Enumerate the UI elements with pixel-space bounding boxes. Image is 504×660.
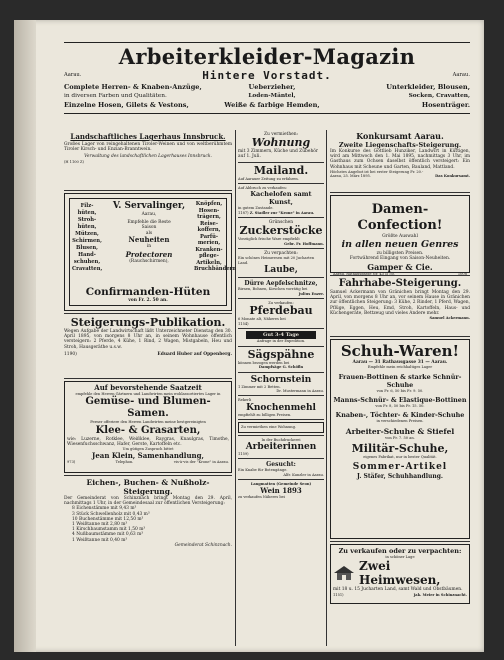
ad-wein: Langmatten (Gemeinde Seon) Wein 1893 zu verkaufen Näheres bei bbox=[238, 482, 312, 499]
ad-steigerung-body: Wegen Aufgabe der Landwirtschaft läßt Unterzeichneter Dienstag den 30. April 1895, von morgens 8 Uhr an, in seinem Wohnhause öffentlich versteigern: 2 Pferde, 4 Kühe, 1 Rind, 2 Wagen, Mistgabeln, Heu und Stroh, Hausgeräthe u.s.w. bbox=[64, 329, 232, 350]
column-separator-1 bbox=[235, 130, 236, 646]
ad-holz-sign: Gemeinderat Schinznach. bbox=[174, 542, 232, 548]
ad-samen-klee: Klee- & Grasarten, bbox=[95, 424, 201, 436]
list-item: 4 Nußbaumstämme mit 0,63 m³ bbox=[72, 532, 143, 538]
masthead-line-1-2: Socken, Cravatten, bbox=[408, 93, 470, 99]
ad-konkursamt: Konkursamt Aarau. Zweite Liegenschafts-Steigerung. Im Konkurse des Gottlieb Hunziker, Landwirt in Küttigen, wird am Mittwoch den 1. Mai 1895, nachmittags 3 Uhr, im Gasthaus zum Ochsen daselbst öffentlich versteigert: Ein Wohnhaus mit Scheune und Garten, Bauland, Mattland. Höchstes Angebot ist bei erster Steigerung Fr. 20.- Aarau, 25. März 1895. Das Konkursamt. bbox=[330, 131, 470, 179]
ad-tage: Gut 3-4 Tage Anfrage in der Expedition. bbox=[238, 331, 324, 343]
ad-samen-name: Jean Klein, Samenhandlung, bbox=[92, 450, 204, 460]
page-gutter bbox=[14, 20, 36, 652]
ad-lagerhaus-body: Großes Lager von reingehaltenen Tiroler-Weinen und von weltberühmtem Tiroler Kirsch- und Enzian-Branntwein. bbox=[64, 142, 232, 153]
ad-holz: Eichen-, Buchen- & Nußholz-Steigerung. Der Gemeinderat von Schinznach bringt Montag den 29. April, nachmittags 1 Uhr, in der Gemeindesaal zur öffentlichen Versteigerung: 8 Eichenstämme mit 9,43 m³ 3 Stück Schwellenholz mit 0,43 m³ 10 Buchenstämme mit 12,50 m³ 1 Weißtanne mit 2,80 m³ 1 Kirschbaumstamm mit 1,50 m³ 4 Nußbaumstämme mit 0,63 m³ 1 Weißtanne mit 0,40 m³ Gemeinderat Schinznach. bbox=[64, 478, 232, 548]
ad-damen-confection: Damen-Confection! Größte Auswahl in allen neuen Genres zu billigsten Preisen. Fortwährend Eingang von Saison-Neuheiten. Gamper & Cie. Aarau, Rathausgasse Nr. 43 & 50. 1008 bbox=[330, 195, 470, 273]
ad-heimwesen: Zu verkaufen oder zu verpachten: in schöner Lage Zwei Heimwesen, mit 18 u. 15 Jucharten Land, samt Wald und Obstbäumen. 1151) Jak. Meier in Schinznacht. bbox=[330, 544, 470, 604]
ad-servalinger-left-list: Filz- hüten, Stroh- hüten, Mützen, Schirmen, Blusen, Hand- schuhen, Cravatten, bbox=[72, 203, 103, 272]
masthead-line-0-2: Unterkleider, Blousen, bbox=[386, 83, 470, 91]
ad-fahrhabe: Fahrhabe-Steigerung. Samuel Ackermann von Gränichen bringt Montag den 29. April, von morgens 8 Uhr an, vor seinem Hause in Gränichen zur öffentlichen Steigerung: 3 Kühe, 2 Rinder, 1 Pferd, Wagen, Pflüge, Eggen, Heu, Emd, Stroh, Kartoffeln, Haus- und Küchengeräte, Bettzeug und vieles Andere mehr. Samuel Ackermann. bbox=[330, 278, 470, 321]
ad-samen: Auf bevorstehende Saatzeit empfehle den Herren Gärtnern und Landwirten mein wohlassortiertes Lager in Gemüse- und Blumen-Samen. Ferner offeriere den Herren Landwirten meine bestgereinigten Klee- & Grasarten, wie: Luzerne, Rotklee, Weißklee, Raygras, Knaulgras, Timothe, Wiesenfuchsschwanz, Hafer, Gerste, Kartoffeln etc. Um gütigen Zuspruch bittet Jean Klein, Samenhandlung, 973) Telephon. vis-à-vis der "Krone" in Aarau. bbox=[64, 381, 232, 473]
ad-servalinger-right-list: Knöpfen, Hosen- trägern, Reise- koffern, Parfü- merien, Kranken- pflege- Artikeln, Bruchbändern bbox=[194, 201, 237, 272]
ad-steigerung-sign: Eduard Huber auf Oppenberg. bbox=[157, 351, 232, 357]
house-icon bbox=[333, 565, 355, 581]
ad-damen-big: Damen-Confection! bbox=[357, 202, 443, 233]
ad-wohnung: Zu vermiethen: Wohnung mit 3 Zimmern, Küche und Zubehör auf 1. Juli. bbox=[238, 132, 324, 160]
list-item: 3 Stück Schwellenholz mit 0,43 m³ bbox=[72, 511, 150, 517]
ad-schornstein: Schornstein 1 Zimmer mit 2 Betten. Dr. Mustermann in Aarau. bbox=[238, 374, 324, 393]
ad-schuhwaren: Schuh-Waren! Aarau — 31 Rathausgasse 31 — Aarau. Empfehle mein reichhaltiges Lager Frauen-Bottinen & starke Schnür-Schuhe von Fr. 6, 50 bis Fr. 9. 50. Manns-Schnür- & Elastique-Bottinen von Fr. 8, 50 bis Fr. 15. 50. Knaben-, Töchter- & Kinder-Schuhe in verschiedenen Preisen. Arbeiter-Schuhe & Stiefel von Fr. 7. 50 an. Militär-Schuhe, eigenes Fabrikat, nur in bester Qualität. Sommer-Artikel J. Stäfer, Schuhhandlung. bbox=[330, 339, 470, 539]
masthead-title: Arbeiterkleider-Magazin bbox=[118, 44, 416, 69]
masthead bbox=[64, 42, 470, 126]
list-item: 1 Weißtanne mit 0,40 m³ bbox=[72, 537, 128, 543]
masthead-line-0-0: Complete Herren- & Knaben-Anzüge, bbox=[64, 83, 202, 91]
page-content bbox=[64, 42, 470, 646]
ad-aepfelschnitze: Dürre Aepfelschnitze, Birnen, Bohnen, Kirschen vorrätig bei Julius Enzer. bbox=[238, 280, 324, 296]
ad-servalinger-center: V. Servalinger, Aarau, Empfehle die Reste Saison als Neuheiten in Protectoren (Rauchschirmen), bbox=[104, 201, 194, 264]
ad-servalinger-name: V. Servalinger, bbox=[112, 201, 186, 211]
ad-samen-title: Auf bevorstehende Saatzeit bbox=[94, 383, 202, 392]
masthead-line-1-1: Loden-Mäntel, bbox=[248, 93, 296, 99]
ad-holz-items bbox=[64, 506, 232, 542]
masthead-line-2-2: Hosenträger. bbox=[421, 101, 470, 109]
ad-knochenmehl: Rekerli Knochenmehl empfiehlt zu billigen Preisen. bbox=[238, 398, 316, 417]
ad-zuckerstoecke: Grünschen Zuckerstöcke Vorzüglich frische Ware empfiehlt Gebr. Fr. Hoffmann. bbox=[238, 220, 324, 246]
list-item: 10 Buchenstämme mit 12,50 m³ bbox=[72, 516, 144, 522]
ad-lagerhaus-sign: Verwaltung des landschaftlichen Lagerhauses Innsbruck. bbox=[84, 154, 212, 160]
column-1 bbox=[64, 132, 237, 646]
masthead-subtitle: Hintere Vorstadt. bbox=[202, 68, 332, 82]
list-item: 1 Weißtanne mit 2,80 m³ bbox=[72, 522, 128, 528]
ad-schuh-big: Schuh-Waren! bbox=[340, 342, 460, 360]
ad-pferdebau: Zu verkaufen: Pferdebau 6 Monate alt, Näheres bei 1154) bbox=[238, 301, 313, 326]
ad-heimwesen-big: Zwei Heimwesen, bbox=[359, 559, 441, 588]
ad-kachelofen: Auf Abbruch zu verkaufen: Kachelofen samt Kunst, in gutem Zustande. 1187) Z. Stadler zur "Krone" in Aarau. bbox=[238, 186, 315, 215]
ad-mailand: Mailand. Auf Aarauer Zeitung zu erfahren. bbox=[238, 163, 309, 181]
newspaper-page bbox=[14, 20, 484, 652]
masthead-line-2-0: Einzelne Hosen, Gilets & Vestons, bbox=[64, 101, 189, 109]
masthead-left-city: Aarau. bbox=[64, 72, 82, 78]
ad-saegspaehne: Sägspähne können bezogen werden bei Dampfsäge G. Schöfln bbox=[238, 347, 315, 370]
ad-wohnung-big: Wohnung bbox=[251, 136, 311, 150]
ad-servalinger-price: von Fr. 2. 50 an. bbox=[128, 297, 168, 303]
list-item: 1 Kirschbaumstamm mit 1,50 m³ bbox=[72, 527, 146, 533]
ad-holz-title: Eichen-, Buchen- & Nußholz-Steigerung. bbox=[86, 478, 210, 496]
ad-servalinger-city: Aarau, bbox=[141, 212, 157, 217]
column-3 bbox=[330, 132, 470, 646]
ad-steigerung: Steigerungs-Publikation. Wegen Aufgabe der Landwirtschaft läßt Unterzeichneter Dienstag den 30. April 1895, von morgens 8 Uhr an, in seinem Wohnhause öffentlich versteigern: 2 Pferde, 4 Kühe, 1 Rind, 2 Wagen, Mistgabeln, Heu und Stroh, Hausgeräthe u.s.w. 1190) Eduard Huber auf Oppenberg. bbox=[64, 316, 232, 357]
masthead-line-2-1: Weiße & farbige Hemden, bbox=[224, 101, 320, 109]
ad-schuh-sign: J. Stäfer, Schuhhandlung. bbox=[356, 472, 443, 480]
masthead-line-0-1: Ueberzieher, bbox=[248, 83, 296, 91]
ad-servalinger-confirmanden: Confirmanden-Hüten bbox=[85, 285, 211, 298]
ad-gesucht: Gesucht: Ein Knabe für Botengänge. Alfr. Kunzler in Aarau. bbox=[238, 461, 324, 477]
ad-lagerhaus-title: Landschaftliches Lagerhaus Innsbruck. bbox=[70, 132, 226, 141]
ad-lagerhaus bbox=[64, 132, 232, 188]
list-item: 8 Eichenstämme mit 9,43 m³ bbox=[72, 506, 137, 512]
column-separator-2 bbox=[326, 130, 327, 646]
ad-lagerhaus-code: (H 1100 Z) bbox=[64, 159, 84, 164]
ad-damen-name: Gamper & Cie. bbox=[367, 261, 433, 272]
ad-servalinger bbox=[64, 193, 237, 311]
ad-steigerung-title: Steigerungs-Publikation. bbox=[70, 316, 226, 329]
masthead-line-1-0: in diversen Farben und Qualitäten. bbox=[64, 93, 167, 99]
ad-arbeiterinnen: In der Buchdruckerei Arbeiterinnen 1159) bbox=[238, 437, 317, 456]
ad-verpachten: Zu verpachten: Ein schönes Heimwesen mit 20 Jucharten Land. Laube, bbox=[238, 251, 315, 276]
ad-wohnung-2: Zu vermiethen eine Wohnung. bbox=[238, 422, 324, 432]
ad-servalinger-protect: Protectoren bbox=[125, 250, 173, 260]
column-2 bbox=[238, 132, 324, 646]
masthead-lines bbox=[64, 83, 470, 110]
masthead-right-city: Aarau. bbox=[452, 72, 470, 78]
ad-samen-big: Gemüse- und Blumen-Samen. bbox=[85, 396, 211, 420]
